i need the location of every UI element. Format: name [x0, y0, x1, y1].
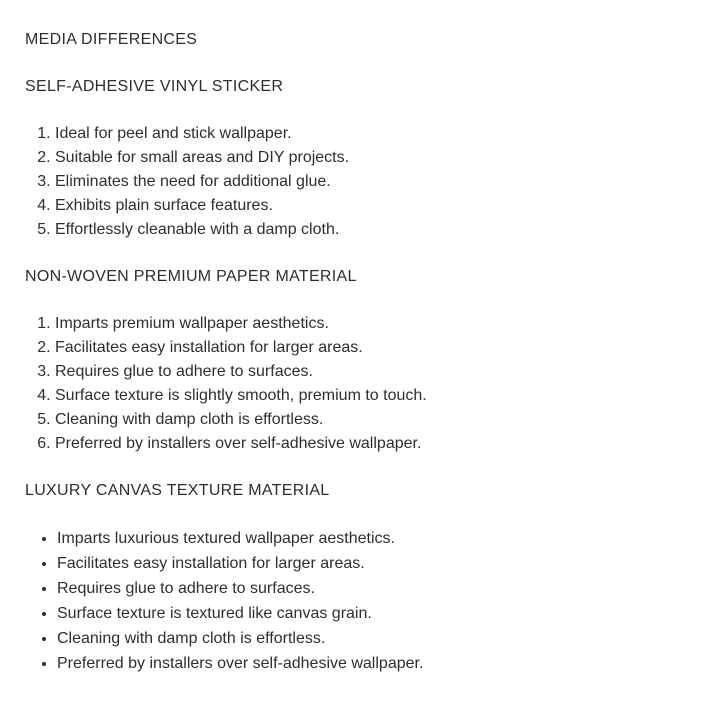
section-heading-canvas-texture: LUXURY CANVAS TEXTURE MATERIAL: [25, 482, 330, 499]
list-item: • Cleaning with damp cloth is effortless.: [57, 626, 695, 651]
list-item: 5. Effortlessly cleanable with a damp cloth.: [55, 218, 695, 242]
list-item: • Requires glue to adhere to surfaces.: [57, 576, 695, 601]
page-title: MEDIA DIFFERENCES: [25, 31, 198, 48]
list-item: • Preferred by installers over self-adhesive wallpaper.: [57, 651, 695, 676]
non-woven-paper-feature-list: [25, 312, 695, 456]
list-item: 2. Facilitates easy installation for larger areas.: [55, 336, 695, 360]
list-item: 3. Requires glue to adhere to surfaces.: [55, 360, 695, 384]
list-item: 4. Surface texture is slightly smooth, premium to touch.: [55, 384, 695, 408]
list-item: 4. Exhibits plain surface features.: [55, 194, 695, 218]
list-item: 3. Eliminates the need for additional glue.: [55, 170, 695, 194]
canvas-texture-feature-list: [25, 526, 695, 676]
list-item: • Surface texture is textured like canvas grain.: [57, 601, 695, 626]
list-item: 5. Cleaning with damp cloth is effortless.: [55, 408, 695, 432]
list-item: 1. Imparts premium wallpaper aesthetics.: [55, 312, 695, 336]
list-item: 6. Preferred by installers over self-adhesive wallpaper.: [55, 432, 695, 456]
list-item: 2. Suitable for small areas and DIY projects.: [55, 146, 695, 170]
section-heading-vinyl-sticker: SELF-ADHESIVE VINYL STICKER: [25, 78, 284, 95]
section-heading-non-woven-paper: NON-WOVEN PREMIUM PAPER MATERIAL: [25, 268, 357, 285]
vinyl-sticker-feature-list: [25, 122, 695, 242]
list-item: • Imparts luxurious textured wallpaper aesthetics.: [57, 526, 695, 551]
list-item: 1. Ideal for peel and stick wallpaper.: [55, 122, 695, 146]
list-item: • Facilitates easy installation for larger areas.: [57, 551, 695, 576]
